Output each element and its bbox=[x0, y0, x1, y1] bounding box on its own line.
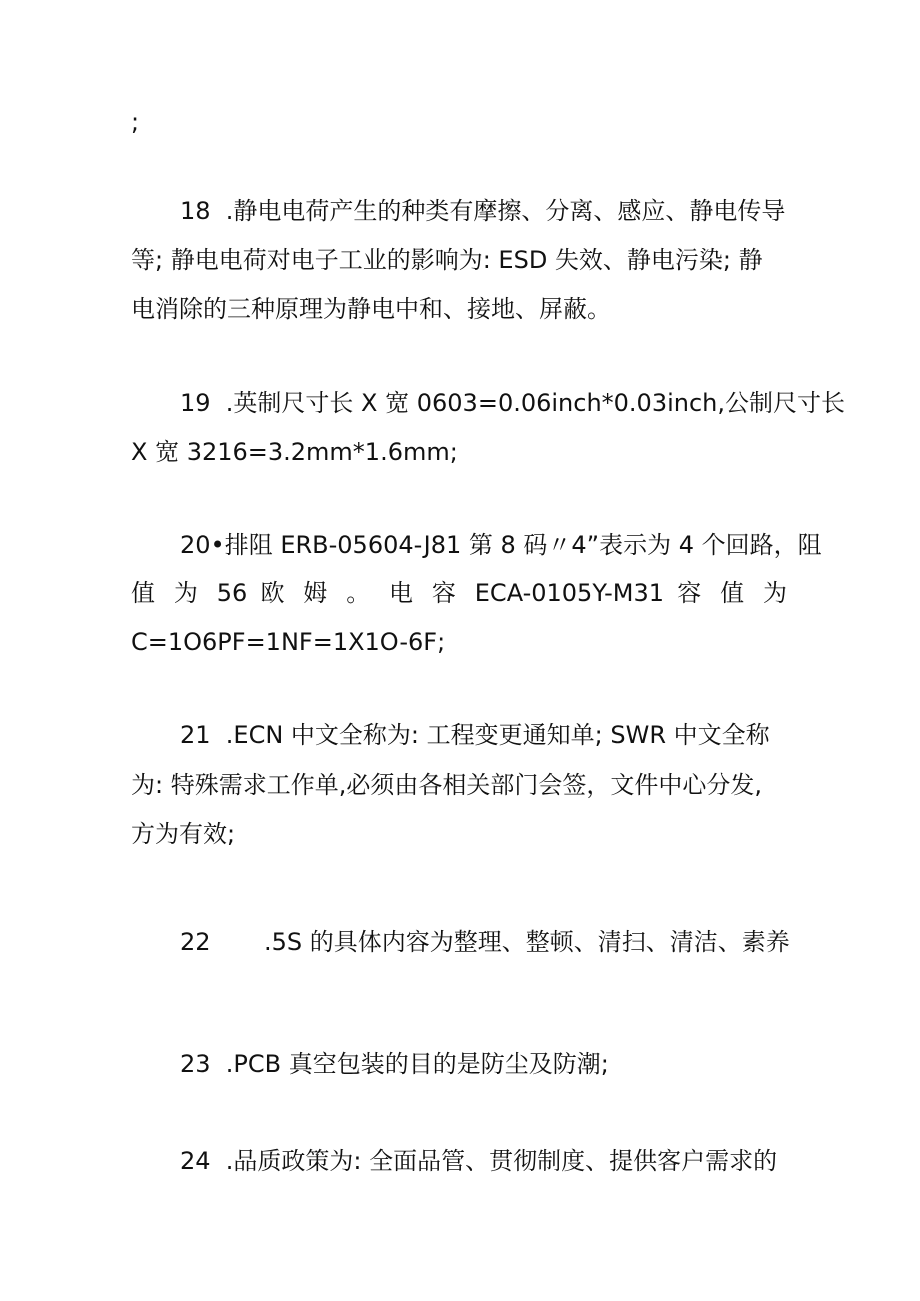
item-21-line-1: 21 .ECN 中文全称为: 工程变更通知单; SWR 中文全称 bbox=[180, 721, 770, 749]
item-20-line-2: 值 为 56 欧 姆 。 电 容 ECA-0105Y-M31 容 值 为 bbox=[131, 579, 787, 607]
item-20-line-1: 20•排阻 ERB-05604-J81 第 8 码〃4”表示为 4 个回路，阻 bbox=[180, 531, 822, 559]
item-19-line-1: 19 .英制尺寸长 X 宽 0603=0.06inch*0.03inch,公制尺寸长 bbox=[180, 389, 846, 417]
item-19-line-2: X 宽 3216=3.2mm*1.6mm; bbox=[131, 438, 458, 466]
item-24-line-1: 24 .品质政策为: 全面品管、贯彻制度、提供客户需求的 bbox=[180, 1147, 778, 1175]
item-18-line-3: 电消除的三种原理为静电中和、接地、屏蔽。 bbox=[131, 295, 611, 323]
item-21-line-2: 为: 特殊需求工作单,必须由各相关部门会签，文件中心分发, bbox=[131, 771, 762, 799]
stray-semicolon: ; bbox=[131, 108, 140, 136]
item-20-line-3: C=1O6PF=1NF=1X1O-6F; bbox=[131, 628, 446, 656]
item-21-line-3: 方为有效; bbox=[131, 820, 236, 848]
item-18-line-1: 18 .静电电荷产生的种类有摩擦、分离、感应、静电传导 bbox=[180, 197, 786, 225]
item-18-line-2: 等; 静电电荷对电子工业的影响为: ESD 失效、静电污染; 静 bbox=[131, 246, 763, 274]
item-22-line-1: 22 .5S 的具体内容为整理、整顿、清扫、清洁、素养 bbox=[180, 928, 790, 956]
item-23-line-1: 23 .PCB 真空包装的目的是防尘及防潮; bbox=[180, 1050, 609, 1078]
